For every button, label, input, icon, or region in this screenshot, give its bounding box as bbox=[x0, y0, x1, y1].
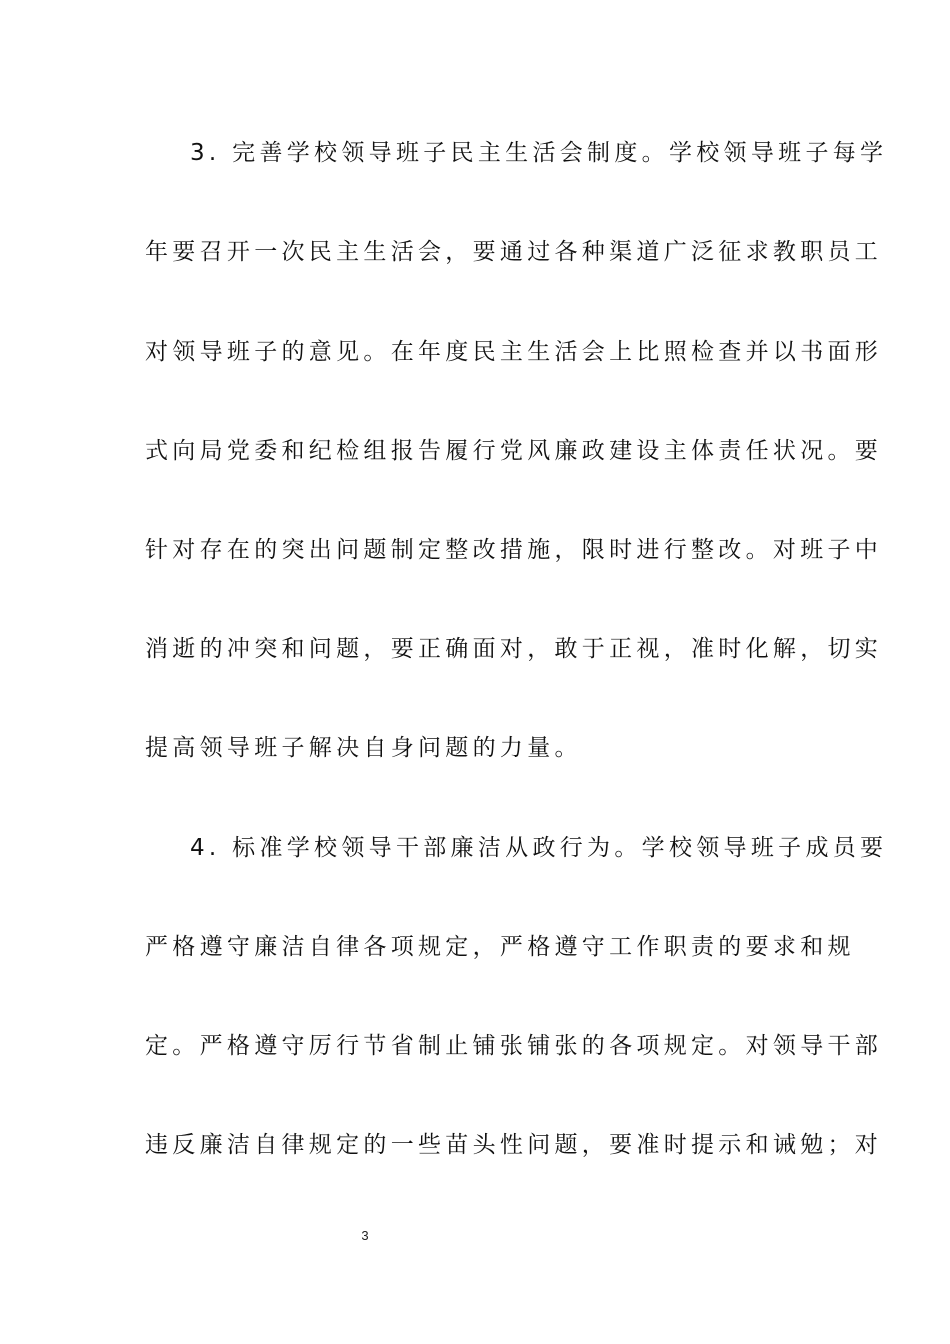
paragraph-3-line-2: 年要召开一次民主生活会，要通过各种渠道广泛征求教职员工 bbox=[145, 239, 883, 265]
paragraph-4-line-3: 定。严格遵守厉行节省制止铺张铺张的各项规定。对领导干部 bbox=[145, 1033, 883, 1059]
paragraph-4-line-4: 违反廉洁自律规定的一些苗头性问题，要准时提示和诫勉；对 bbox=[145, 1132, 883, 1158]
paragraph-4-line-1: 4. 标准学校领导干部廉洁从政行为。学校领导班子成员要 bbox=[190, 835, 888, 861]
paragraph-3-line-1: 3. 完善学校领导班子民主生活会制度。学校领导班子每学 bbox=[190, 140, 888, 166]
paragraph-3-line-6: 消逝的冲突和问题，要正确面对，敢于正视，准时化解，切实 bbox=[145, 636, 883, 662]
paragraph-4-line-2: 严格遵守廉洁自律各项规定，严格遵守工作职责的要求和规 bbox=[145, 934, 855, 960]
paragraph-3-line-4: 式向局党委和纪检组报告履行党风廉政建设主体责任状况。要 bbox=[145, 438, 883, 464]
paragraph-3-line-7: 提高领导班子解决自身问题的力量。 bbox=[145, 735, 582, 761]
page-number: 3 bbox=[361, 1228, 369, 1243]
paragraph-3-line-3: 对领导班子的意见。在年度民主生活会上比照检查并以书面形 bbox=[145, 339, 883, 365]
paragraph-3-line-5: 针对存在的突出问题制定整改措施，限时进行整改。对班子中 bbox=[145, 537, 883, 563]
